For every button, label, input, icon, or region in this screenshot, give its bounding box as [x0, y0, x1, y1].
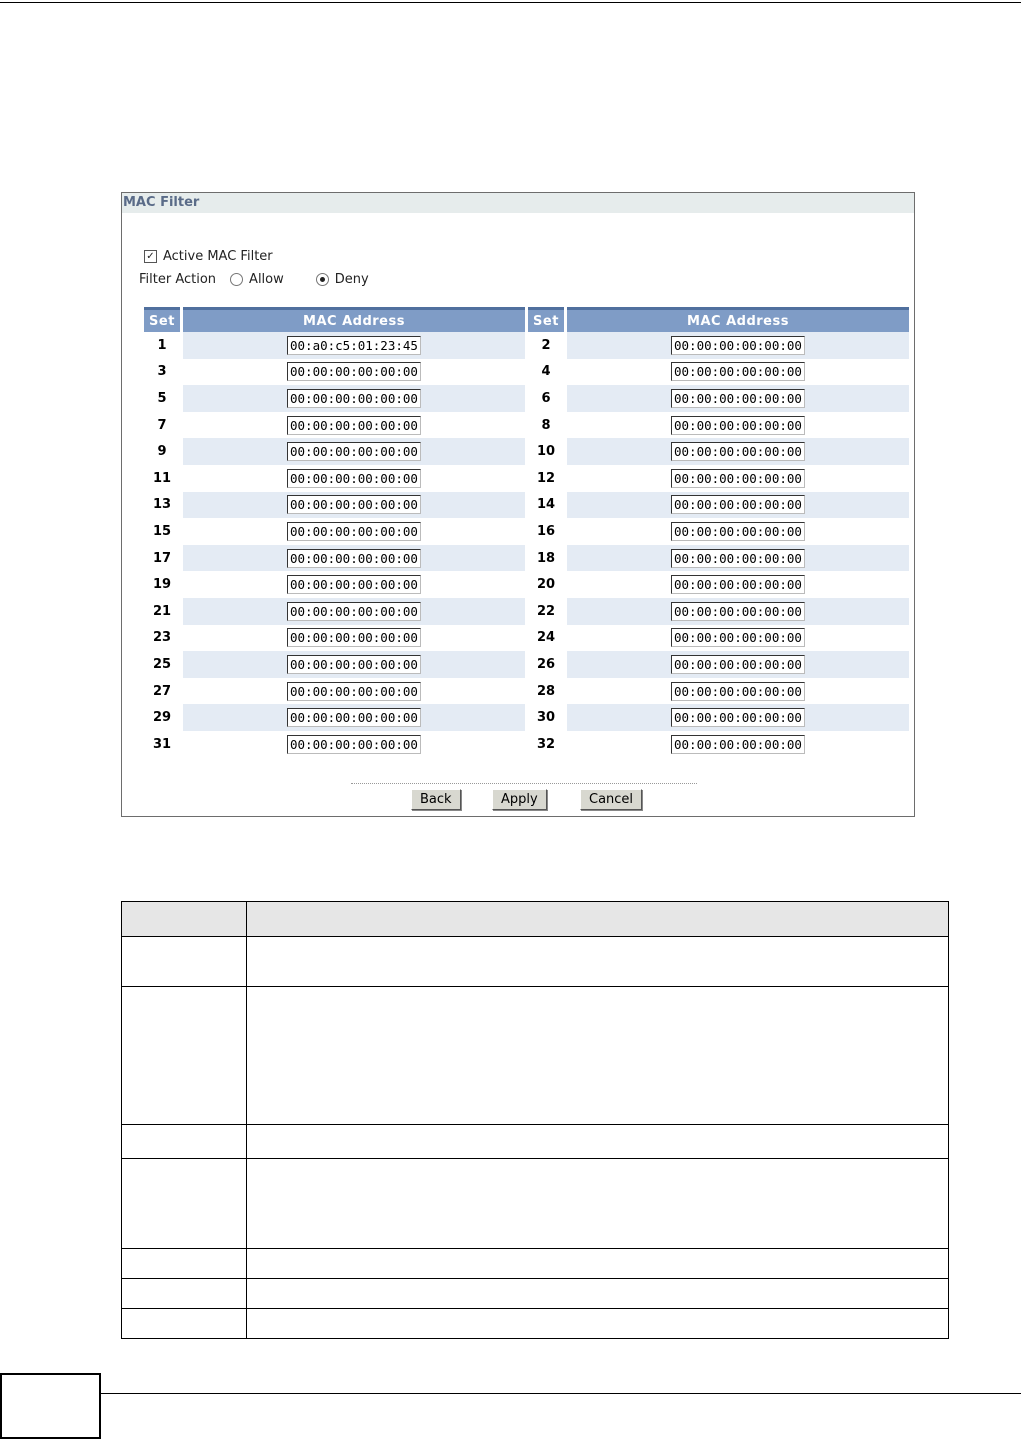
set-number-left: 25 — [152, 656, 172, 672]
mac-cell — [183, 731, 525, 758]
mac-cell — [183, 385, 525, 412]
set-number-right: 10 — [536, 444, 556, 460]
mac-cell — [183, 359, 525, 386]
mac-cell — [567, 598, 909, 625]
desc-row — [122, 1125, 949, 1159]
desc-row — [122, 987, 949, 1125]
header-set-left: Set — [144, 307, 180, 332]
table-row — [144, 492, 909, 519]
filter-action-label: Filter Action — [139, 272, 217, 287]
mac-cell — [567, 518, 909, 545]
set-number-left: 3 — [157, 364, 167, 380]
desc-header-row — [122, 902, 949, 937]
desc-row — [122, 1279, 949, 1309]
set-number-right: 24 — [536, 630, 556, 646]
mac-address-input-right[interactable] — [671, 602, 805, 621]
table-row — [144, 438, 909, 465]
mac-cell — [567, 678, 909, 705]
active-mac-filter-label: Active MAC Filter — [163, 249, 273, 264]
mac-cell — [183, 571, 525, 598]
set-number-left: 5 — [157, 390, 167, 406]
set-number-left: 17 — [152, 550, 172, 566]
mac-cell — [567, 332, 909, 359]
set-number-left: 7 — [157, 417, 167, 433]
set-number-right: 18 — [536, 550, 556, 566]
back-button[interactable]: Back — [411, 789, 461, 810]
mac-address-input-right[interactable] — [671, 336, 805, 355]
mac-address-input-left[interactable] — [287, 389, 421, 408]
table-row — [144, 465, 909, 492]
apply-button[interactable]: Apply — [492, 789, 547, 810]
table-row — [144, 332, 909, 359]
mac-address-input-right[interactable] — [671, 628, 805, 647]
mac-address-input-left[interactable] — [287, 602, 421, 621]
allow-label: Allow — [249, 272, 284, 287]
mac-address-input-left[interactable] — [287, 495, 421, 514]
mac-cell — [567, 438, 909, 465]
set-number-right: 30 — [536, 710, 556, 726]
set-number-right: 22 — [536, 603, 556, 619]
mac-cell — [567, 704, 909, 731]
mac-address-input-left[interactable] — [287, 336, 421, 355]
mac-cell — [567, 359, 909, 386]
set-number-left: 15 — [152, 523, 172, 539]
set-number-right: 4 — [541, 364, 551, 380]
active-mac-filter-row — [144, 249, 273, 264]
table-row — [144, 385, 909, 412]
mac-cell — [183, 704, 525, 731]
mac-cell — [567, 465, 909, 492]
deny-label: Deny — [334, 272, 369, 287]
button-divider — [351, 783, 697, 784]
mac-address-input-right[interactable] — [671, 442, 805, 461]
table-row — [144, 731, 909, 758]
mac-address-input-left[interactable] — [287, 469, 421, 488]
set-number-right: 8 — [541, 417, 551, 433]
active-mac-filter-checkbox[interactable]: ✓ — [144, 250, 157, 263]
mac-cell — [183, 678, 525, 705]
table-row — [144, 412, 909, 439]
mac-address-input-left[interactable] — [287, 575, 421, 594]
mac-address-input-right[interactable] — [671, 682, 805, 701]
desc-row — [122, 1159, 949, 1249]
mac-cell — [183, 545, 525, 572]
mac-address-input-left[interactable] — [287, 708, 421, 727]
mac-cell — [183, 492, 525, 519]
set-number-right: 26 — [536, 656, 556, 672]
mac-cell — [567, 651, 909, 678]
mac-cell — [183, 438, 525, 465]
set-number-left: 19 — [152, 577, 172, 593]
table-row — [144, 678, 909, 705]
table-header-row — [144, 307, 909, 332]
mac-address-input-right[interactable] — [671, 522, 805, 541]
set-number-right: 2 — [541, 337, 551, 353]
mac-cell — [183, 465, 525, 492]
table-row — [144, 625, 909, 652]
cancel-button[interactable]: Cancel — [580, 789, 642, 810]
mac-address-input-left[interactable] — [287, 442, 421, 461]
set-number-right: 14 — [536, 497, 556, 513]
top-rule — [0, 2, 1021, 3]
footer-rule — [99, 1393, 1021, 1394]
mac-cell — [567, 545, 909, 572]
mac-cell — [183, 598, 525, 625]
header-mac-right: MAC Address — [567, 307, 909, 332]
mac-cell — [567, 412, 909, 439]
mac-address-input-left[interactable] — [287, 522, 421, 541]
mac-address-input-left[interactable] — [287, 682, 421, 701]
mac-cell — [183, 625, 525, 652]
set-number-left: 21 — [152, 603, 172, 619]
page-number-box — [0, 1373, 101, 1439]
table-row — [144, 651, 909, 678]
mac-cell — [567, 571, 909, 598]
table-row — [144, 545, 909, 572]
mac-address-input-right[interactable] — [671, 389, 805, 408]
mac-cell — [567, 625, 909, 652]
set-number-left: 31 — [152, 736, 172, 752]
set-number-left: 9 — [157, 444, 167, 460]
header-mac-left: MAC Address — [183, 307, 525, 332]
mac-table-body — [144, 332, 909, 758]
panel-title: MAC Filter — [122, 193, 914, 213]
mac-address-input-left[interactable] — [287, 549, 421, 568]
set-number-left: 11 — [152, 470, 172, 486]
set-number-right: 16 — [536, 523, 556, 539]
set-number-right: 20 — [536, 577, 556, 593]
table-row — [144, 518, 909, 545]
table-row — [144, 571, 909, 598]
mac-filter-panel — [121, 192, 915, 817]
mac-address-input-right[interactable] — [671, 416, 805, 435]
mac-address-input-right[interactable] — [671, 495, 805, 514]
mac-address-input-left[interactable] — [287, 362, 421, 381]
mac-address-input-right[interactable] — [671, 469, 805, 488]
mac-address-input-left[interactable] — [287, 628, 421, 647]
mac-cell — [567, 731, 909, 758]
mac-address-input-left[interactable] — [287, 416, 421, 435]
desc-row — [122, 937, 949, 987]
mac-address-input-right[interactable] — [671, 362, 805, 381]
set-number-right: 6 — [541, 390, 551, 406]
set-number-left: 29 — [152, 710, 172, 726]
mac-cell — [567, 492, 909, 519]
allow-radio[interactable] — [230, 273, 243, 286]
header-set-right: Set — [528, 307, 564, 332]
mac-cell — [567, 385, 909, 412]
table-row — [144, 598, 909, 625]
mac-cell — [183, 332, 525, 359]
mac-address-input-right[interactable] — [671, 655, 805, 674]
mac-address-input-right[interactable] — [671, 735, 805, 754]
mac-cell — [183, 518, 525, 545]
set-number-left: 1 — [157, 337, 167, 353]
set-number-right: 12 — [536, 470, 556, 486]
filter-action-row — [139, 272, 369, 287]
set-number-left: 13 — [152, 497, 172, 513]
set-number-left: 27 — [152, 683, 172, 699]
mac-address-input-left[interactable] — [287, 735, 421, 754]
set-number-right: 32 — [536, 736, 556, 752]
mac-cell — [183, 412, 525, 439]
set-number-left: 23 — [152, 630, 172, 646]
mac-address-input-right[interactable] — [671, 549, 805, 568]
description-table — [121, 901, 949, 1339]
mac-cell — [183, 651, 525, 678]
mac-address-input-right[interactable] — [671, 575, 805, 594]
table-row — [144, 359, 909, 386]
mac-address-input-left[interactable] — [287, 655, 421, 674]
mac-address-input-right[interactable] — [671, 708, 805, 727]
mac-address-table — [141, 307, 912, 758]
deny-radio[interactable] — [316, 273, 329, 286]
table-row — [144, 704, 909, 731]
set-number-right: 28 — [536, 683, 556, 699]
desc-row — [122, 1249, 949, 1279]
desc-row — [122, 1309, 949, 1339]
